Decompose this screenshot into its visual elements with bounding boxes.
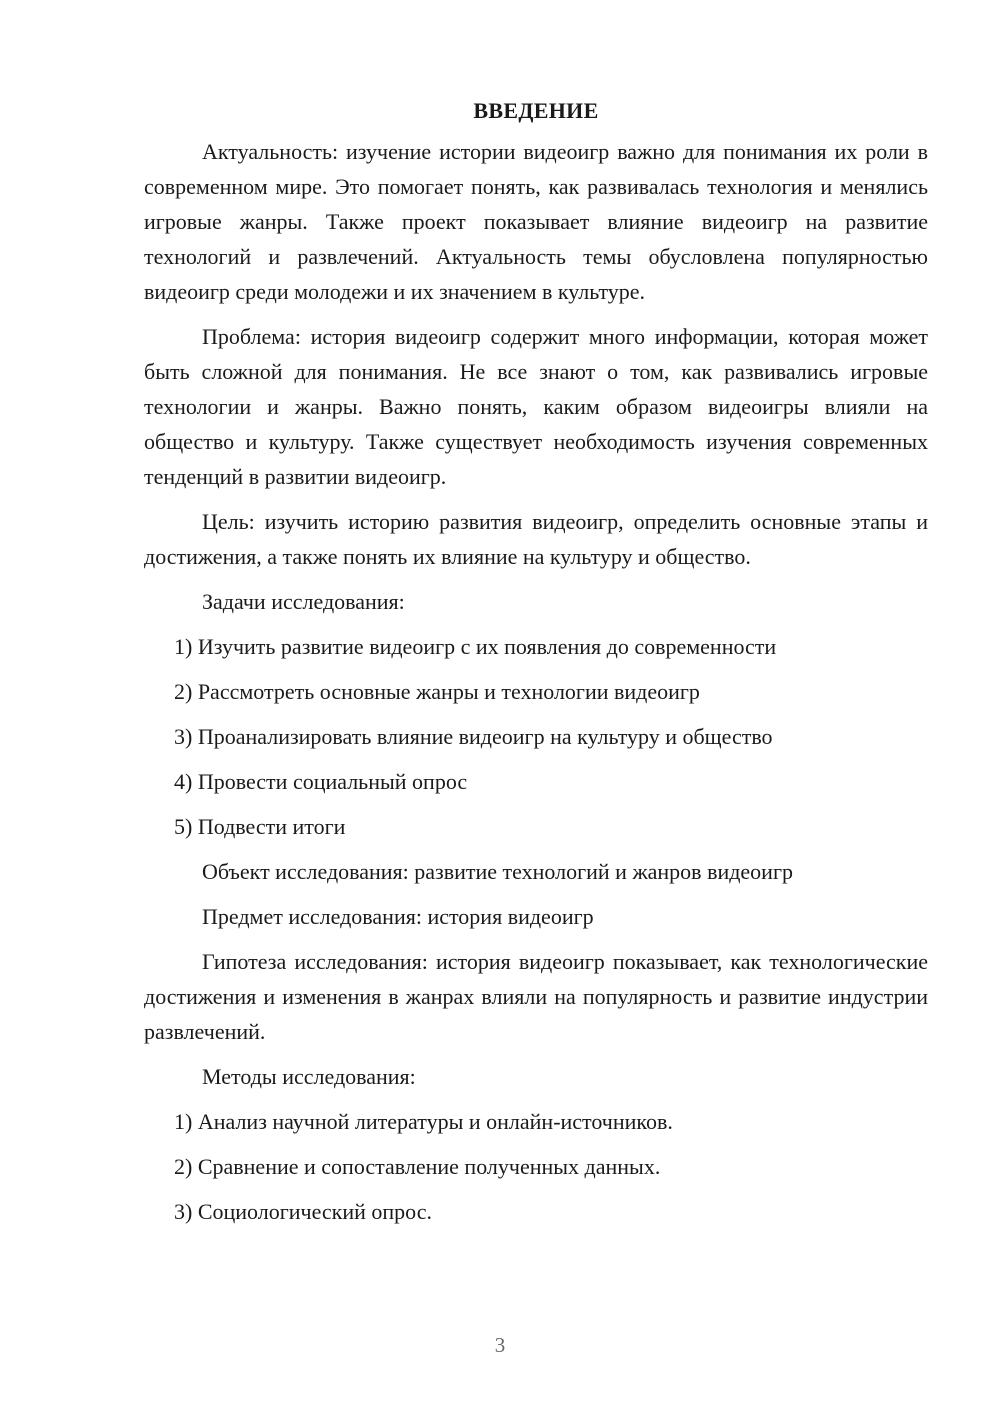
page-number: 3 [494, 1333, 506, 1357]
task-item: 2) Рассмотреть основные жанры и технологии видеоигр [174, 679, 700, 704]
relevance-paragraph: Актуальность: изучение истории видеоигр важно для понимания их роли в современном мире. Это помогает понять, как развивалась технология и менялись игровые жанры. Также проект показывает влияние видеоигр на развитие технологий и развлечений. Актуальность темы обусловлена популярностью видеоигр среди молодежи и их значением в культуре. [144, 139, 928, 304]
method-item: 2) Сравнение и сопоставление полученных данных. [174, 1154, 661, 1179]
tasks-title: Задачи исследования: [202, 589, 405, 614]
method-item: 1) Анализ научной литературы и онлайн-источников. [174, 1109, 673, 1134]
document-page [144, 90, 928, 1239]
task-item: 3) Проанализировать влияние видеоигр на культуру и общество [174, 724, 773, 749]
object-paragraph: Объект исследования: развитие технологий и жанров видеоигр [202, 859, 793, 884]
subject-paragraph: Предмет исследования: история видеоигр [202, 904, 594, 929]
section-heading: ВВЕДЕНИЕ [473, 98, 599, 123]
goal-paragraph: Цель: изучить историю развития видеоигр, определить основные этапы и достижения, а также понять их влияние на культуру и общество. [144, 509, 928, 569]
task-item: 5) Подвести итоги [174, 814, 346, 839]
task-item: 1) Изучить развитие видеоигр с их появления до современности [174, 634, 777, 659]
problem-paragraph: Проблема: история видеоигр содержит много информации, которая может быть сложной для понимания. Не все знают о том, как развивались игровые технологии и жанры. Важно понять, каким образом видеоигры влияли на общество и культуру. Также существует необходимость изучения современных тенденций в развитии видеоигр. [144, 324, 928, 489]
methods-list [144, 1104, 928, 1229]
methods-title: Методы исследования: [202, 1064, 416, 1089]
task-item: 4) Провести социальный опрос [174, 769, 468, 794]
tasks-list [144, 629, 928, 844]
hypothesis-paragraph: Гипотеза исследования: история видеоигр показывает, как технологические достижения и изменения в жанрах влияли на популярность и развитие индустрии развлечений. [144, 949, 928, 1044]
method-item: 3) Социологический опрос. [174, 1199, 432, 1224]
